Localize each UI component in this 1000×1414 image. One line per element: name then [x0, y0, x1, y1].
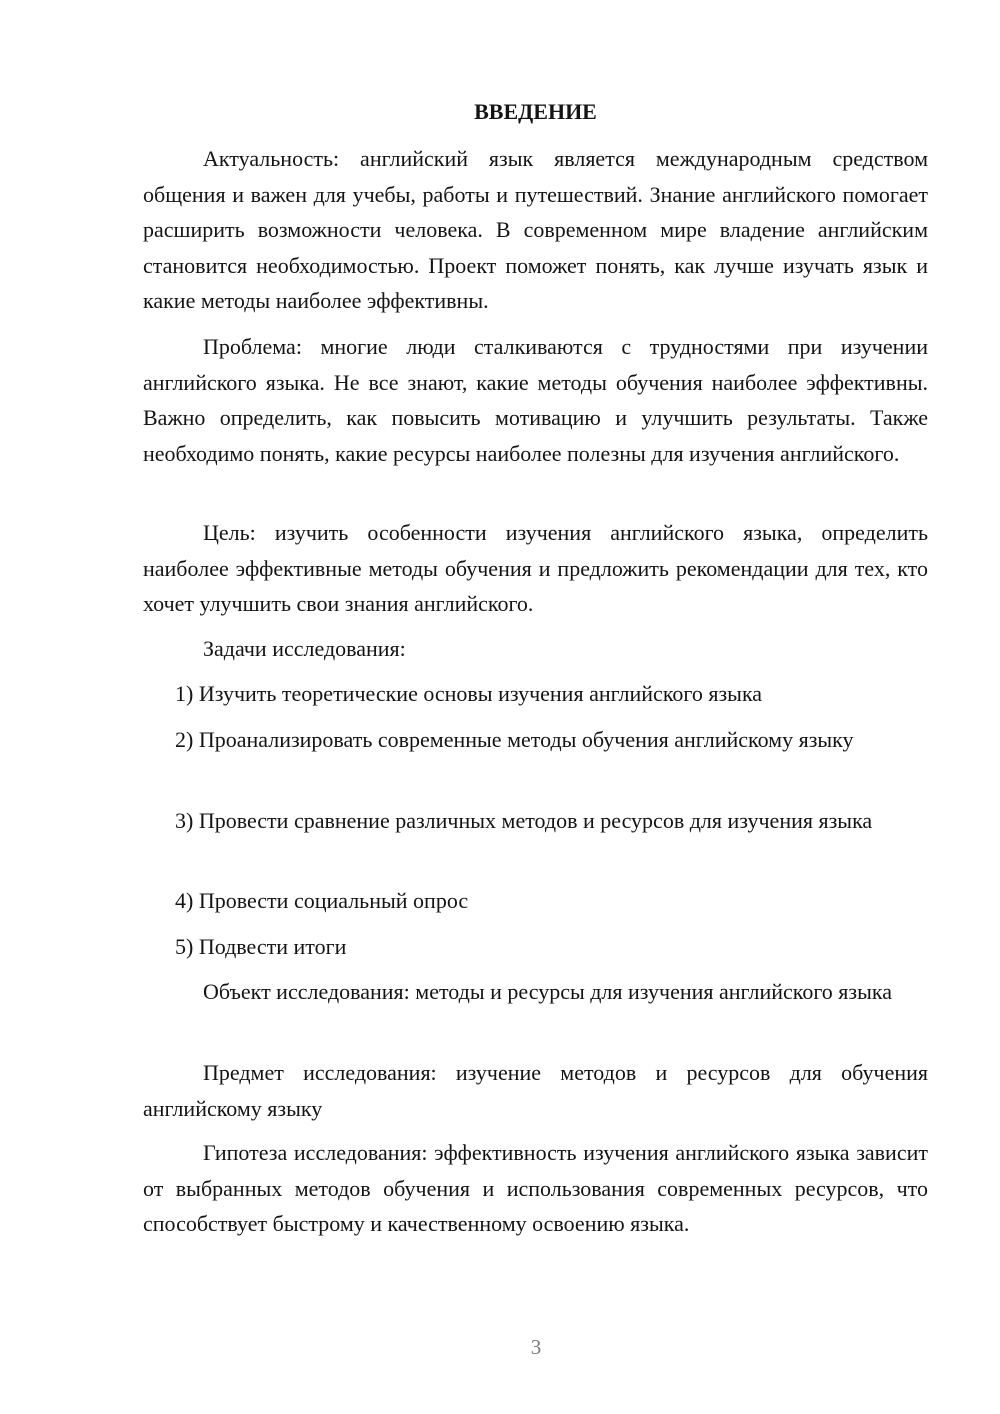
task-item-4: 4) Провести социальный опрос: [175, 888, 469, 913]
page-number: 3: [530, 1335, 542, 1359]
goal-paragraph: Цель: изучить особенности изучения английского языка, определить наиболее эффективные методы обучения и предложить рекомендации для тех, кто хочет улучшить свои знания английского.: [143, 520, 928, 616]
tasks-title: Задачи исследования:: [203, 636, 406, 661]
task-item-1: 1) Изучить теоретические основы изучения английского языка: [175, 681, 763, 706]
subject-paragraph: Предмет исследования: изучение методов и ресурсов для обучения английскому языку: [143, 1060, 928, 1121]
task-item-2: 2) Проанализировать современные методы обучения английскому языку: [175, 727, 854, 752]
relevance-paragraph: Актуальность: английский язык является международным средством общения и важен для учебы, работы и путешествий. Знание английского помогает расширить возможности человека. В современном мире владение английским становится необходимостью. Проект поможет понять, как лучше изучать язык и какие методы наиболее эффективны.: [143, 146, 928, 313]
problem-paragraph: Проблема: многие люди сталкиваются с трудностями при изучении английского языка. Не все знают, какие методы обучения наиболее эффективны. Важно определить, как повысить мотивацию и улучшить результаты. Также необходимо понять, какие ресурсы наиболее полезны для изучения английского.: [143, 334, 928, 466]
object-paragraph: Объект исследования: методы и ресурсы для изучения английского языка: [203, 979, 893, 1004]
task-item-5: 5) Подвести итоги: [175, 934, 347, 959]
hypothesis-paragraph: Гипотеза исследования: эффективность изучения английского языка зависит от выбранных методов обучения и использования современных ресурсов, что способствует быстрому и качественному освоению языка.: [143, 1140, 928, 1236]
task-item-3: 3) Провести сравнение различных методов и ресурсов для изучения языка: [175, 808, 873, 833]
section-heading: ВВЕДЕНИЕ: [474, 99, 597, 124]
